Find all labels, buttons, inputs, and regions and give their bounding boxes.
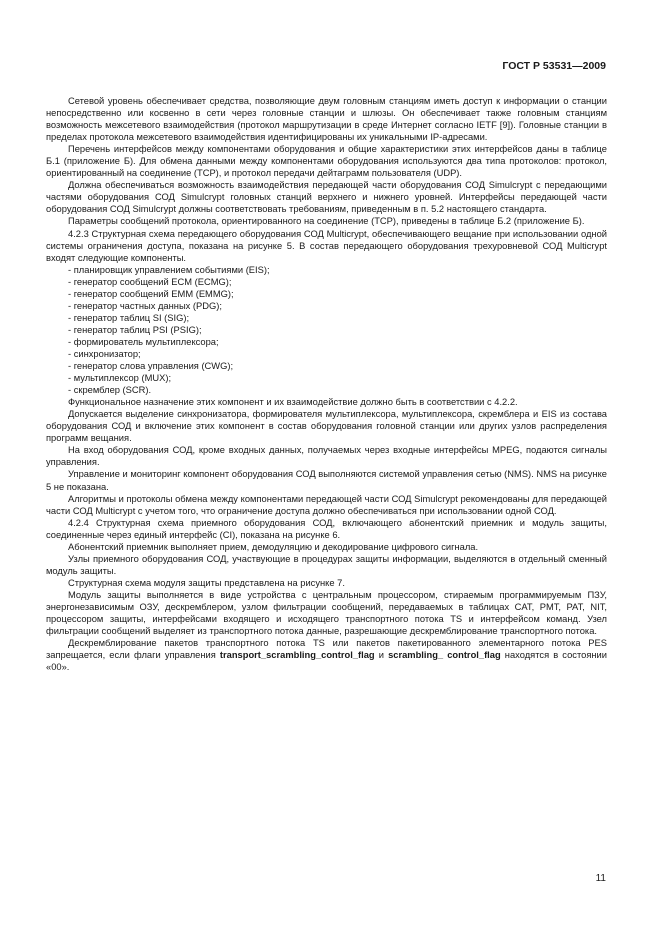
list-item: - планировщик управлением событиями (EIS); xyxy=(68,264,270,275)
paragraph-descrambling xyxy=(46,637,607,673)
paragraph: Должна обеспечиваться возможность взаимодействия передающей части оборудования СОД Simulcrypt с передающими частями оборудования СОД Simulcrypt головных станций верхнего и нижнего уровней. Интерфейсы передающей части оборудования СОД Simulcrypt должны соответствовать требованиям, приведенным в п. 5.2 настоящего стандарта. xyxy=(46,180,607,215)
list-item: - генератор частных данных (PDG); xyxy=(68,300,222,311)
paragraph: Сетевой уровень обеспечивает средства, позволяющие двум головным станциям иметь доступ к информации о станции непосредственно или косвенно в сети через головные станции и шлюзы. Он обеспечивает также головным станциям возможность межсетевого взаимодействия (протокол маршрутизации в среде Интернет согласно IETF [9]). Головные станции в пределах протокола межсетевого взаимодействия идентифицированы их уникальными IP-адресами. xyxy=(46,96,607,143)
paragraph: На вход оборудования СОД, кроме входных данных, получаемых через входные интерфейсы MPEG, подаются сигналы управления. xyxy=(46,445,607,468)
flag-name: scrambling_ control_flag xyxy=(388,650,501,661)
paragraph: Перечень интерфейсов между компонентами оборудования и общие характеристики этих интерфейсов даны в таблице Б.1 (приложение Б). Для обмена данными между компонентами оборудования используются два типа протоколов: протокол, ориентированный на соединение (TCP), и протокол передачи дейтаграмм пользователя (UDP). xyxy=(46,144,607,179)
paragraph: Управление и мониторинг компонент оборудования СОД выполняются системой управления сетью (NMS). NMS на рисунке 5 не показана. xyxy=(46,469,607,492)
flag-name: transport_scrambling_control_flag xyxy=(219,650,375,661)
paragraph: 4.2.4 Структурная схема приемного оборудования СОД, включающего абонентский приемник и модуль защиты, соединенные через единый интерфейс (CI), показана на рисунке 6. xyxy=(46,517,607,540)
text: Дескремблирование пакетов транспортного потока TS или пакетов пакетированного элементарного потока PES запрещается, если флаги управления xyxy=(46,638,607,661)
list-item: - генератор таблиц SI (SIG); xyxy=(68,312,190,323)
page-number: 11 xyxy=(595,873,606,884)
text: и xyxy=(374,650,389,661)
paragraph: Алгоритмы и протоколы обмена между компонентами передающей части СОД Simulcrypt рекомендованы для передающей части СОД Multicrypt с учетом того, что ограничение доступа должно обеспечиваться при использовании одной СОД. xyxy=(46,493,607,516)
document-body xyxy=(46,95,607,673)
list-item: - генератор сообщений EMM (EMMG); xyxy=(68,288,234,299)
list-item: - генератор таблиц PSI (PSIG); xyxy=(68,324,202,335)
paragraph: Абонентский приемник выполняет прием, демодуляцию и декодирование цифрового сигнала. xyxy=(68,541,479,552)
list-item: - генератор сообщений ECM (ECMG); xyxy=(68,276,232,287)
paragraph: Структурная схема модуля защиты представлена на рисунке 7. xyxy=(68,577,345,588)
paragraph: 4.2.3 Структурная схема передающего оборудования СОД Multicrypt, обеспечивающего вещание при использовании одной системы ограничения доступа, показана на рисунке 5. В состав передающего оборудования трехуровневой СОД Multicrypt входят следующие компоненты. xyxy=(46,228,607,263)
paragraph: Функциональное назначение этих компонент и их взаимодействие должно быть в соответствии с 4.2.2. xyxy=(68,397,518,408)
paragraph: Узлы приемного оборудования СОД, участвующие в процедурах защиты информации, выделяются в отдельный сменный модуль защиты. xyxy=(46,553,607,576)
list-item: - синхронизатор; xyxy=(68,348,141,359)
list-item: - мультиплексор (MUX); xyxy=(68,373,172,384)
list-item: - формирователь мультиплексора; xyxy=(68,336,219,347)
paragraph: Параметры сообщений протокола, ориентированного на соединение (TCP), приведены в таблице Б.2 (приложение Б). xyxy=(68,216,585,227)
list-item: - генератор слова управления (CWG); xyxy=(68,361,234,372)
paragraph: Допускается выделение синхронизатора, формирователя мультиплексора, мультиплексора, скремблера и EIS из состава оборудования СОД и включение этих компонент в состав оборудования головной станции или других узлов распределения программ вещания. xyxy=(46,409,607,444)
document-code: ГОСТ Р 53531—2009 xyxy=(502,60,606,72)
list-item: - скремблер (SCR). xyxy=(68,385,152,396)
text: находятся в состоянии «00». xyxy=(46,650,607,673)
paragraph: Модуль защиты выполняется в виде устройства с центральным процессором, стираемым программируемым ПЗУ, энергонезависимым ОЗУ, дескремблером, узлом фильтрации сообщений, передаваемых в таблицах CAT, PMT, PAT, NIT, процессором защиты, интерфейсами входящего и исходящего транспортного потока TS и интерфейсом команд. Узел фильтрации сообщений выделяет из транспортного потока данные, разрешающие дескремблирование транспортного потока. xyxy=(46,589,607,637)
